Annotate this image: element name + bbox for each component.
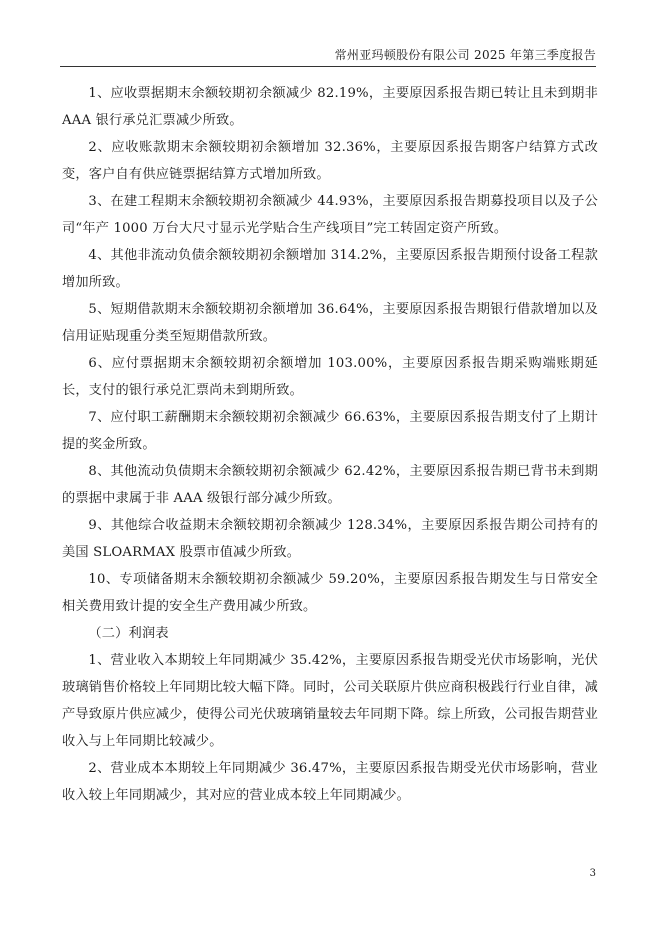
income-statement-heading: （二）利润表 bbox=[88, 626, 169, 641]
balance-note-5: 5、短期借款期末余额较期初余额增加 36.64%，主要原因系报告期银行借款增加以及信用证贴现重分类至短期借款所致。 bbox=[62, 302, 598, 344]
page-number: 3 bbox=[589, 868, 596, 879]
balance-note-10: 10、专项储备期末余额较期初余额减少 59.20%，主要原因系报告期发生与日常安全相关费用致计提的安全生产费用减少所致。 bbox=[62, 572, 598, 614]
page-content bbox=[62, 80, 598, 809]
balance-note-8: 8、其他流动负债期末余额较期初余额减少 62.42%，主要原因系报告期已背书未到期的票据中隶属于非 AAA 级银行部分减少所致。 bbox=[62, 464, 598, 506]
balance-note-1: 1、应收票据期末余额较期初余额减少 82.19%，主要原因系报告期已转让且未到期非AAA 银行承兑汇票减少所致。 bbox=[62, 86, 598, 128]
income-note-1: 1、营业收入本期较上年同期减少 35.42%，主要原因系报告期受光伏市场影响，光伏玻璃销售价格较上年同期比较大幅下降。同时，公司关联原片供应商积极践行行业自律，减产导致原片供应减少，使得公司光伏玻璃销量较去年同期下降。综上所致，公司报告期营业收入与上年同期比较减少。 bbox=[62, 653, 598, 749]
balance-note-3: 3、在建工程期末余额较期初余额减少 44.93%，主要原因系报告期募投项目以及子公司“年产 1000 万台大尺寸显示光学贴合生产线项目”完工转固定资产所致。 bbox=[62, 194, 598, 236]
balance-note-2: 2、应收账款期末余额较期初余额增加 32.36%，主要原因系报告期客户结算方式改变，客户自有供应链票据结算方式增加所致。 bbox=[62, 140, 598, 182]
balance-note-7: 7、应付职工薪酬期末余额较期初余额减少 66.63%，主要原因系报告期支付了上期计提的奖金所致。 bbox=[62, 410, 598, 452]
income-note-2: 2、营业成本本期较上年同期减少 36.47%，主要原因系报告期受光伏市场影响，营业收入较上年同期减少，其对应的营业成本较上年同期减少。 bbox=[62, 761, 598, 803]
balance-note-6: 6、应付票据期末余额较期初余额增加 103.00%，主要原因系报告期采购端账期延长，支付的银行承兑汇票尚未到期所致。 bbox=[62, 356, 598, 398]
balance-note-4: 4、其他非流动负债余额较期初余额增加 314.2%，主要原因系报告期预付设备工程款增加所致。 bbox=[62, 248, 598, 290]
page-header bbox=[60, 44, 596, 67]
report-title: 常州亚玛顿股份有限公司 2025 年第三季度报告 bbox=[334, 48, 596, 62]
balance-note-9: 9、其他综合收益期末余额较期初余额减少 128.34%，主要原因系报告期公司持有的美国 SLOARMAX 股票市值减少所致。 bbox=[62, 518, 598, 560]
